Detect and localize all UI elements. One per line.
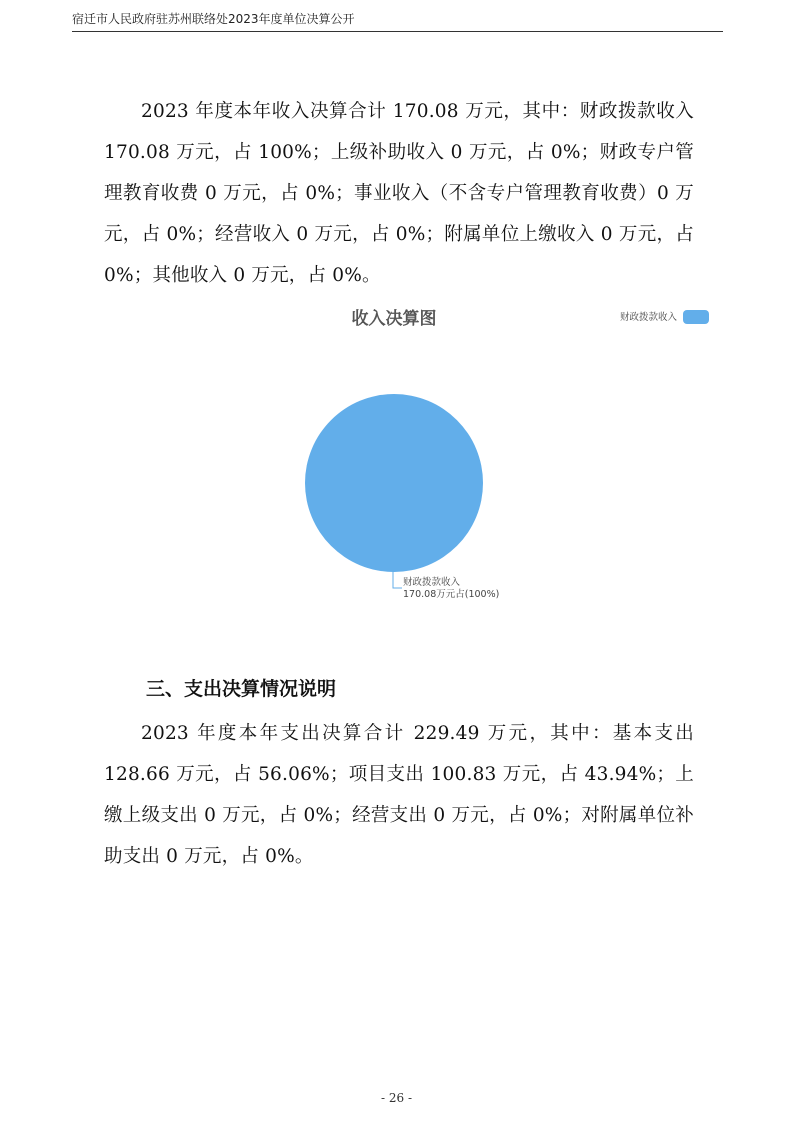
pie-slices: [305, 394, 483, 572]
page-number: - 26 -: [380, 1091, 412, 1105]
legend-label: 财政拨款收入: [619, 312, 677, 323]
slice-label-name: 财政拨款收入: [403, 577, 461, 588]
chart-title: 收入决算图: [351, 309, 437, 329]
income-pie-chart: [290, 300, 730, 610]
expense-summary-paragraph: 2023 年度本年支出决算合计 229.49 万元，其中：基本支出 128.66 万元，占 56.06%；项目支出 100.83 万元，占 43.94%；上缴上级支出 0 万元，占 0%；经营支出 0 万元，占 0%；对附属单位补助支出 0 万元，占 0%。: [104, 723, 694, 867]
pie-slice: [305, 394, 483, 572]
slice-label-value: 170.08万元占(100%): [403, 589, 500, 600]
page-header: 宿迁市人民政府驻苏州联络处2023年度单位决算公开: [72, 10, 723, 32]
section-three-title: 三、支出决算情况说明: [146, 678, 337, 700]
income-summary-paragraph: 2023 年度本年收入决算合计 170.08 万元，其中：财政拨款收入 170.08 万元，占 100%；上级补助收入 0 万元，占 0%；财政专户管理教育收费 0 万元，占 0%；事业收入（不含专户管理教育收费）0 万元，占 0%；经营收入 0 万元，占 0%；附属单位上缴收入 0 万元，占 0%；其他收入 0 万元，占 0%。: [104, 101, 694, 286]
legend-swatch: [683, 310, 709, 324]
